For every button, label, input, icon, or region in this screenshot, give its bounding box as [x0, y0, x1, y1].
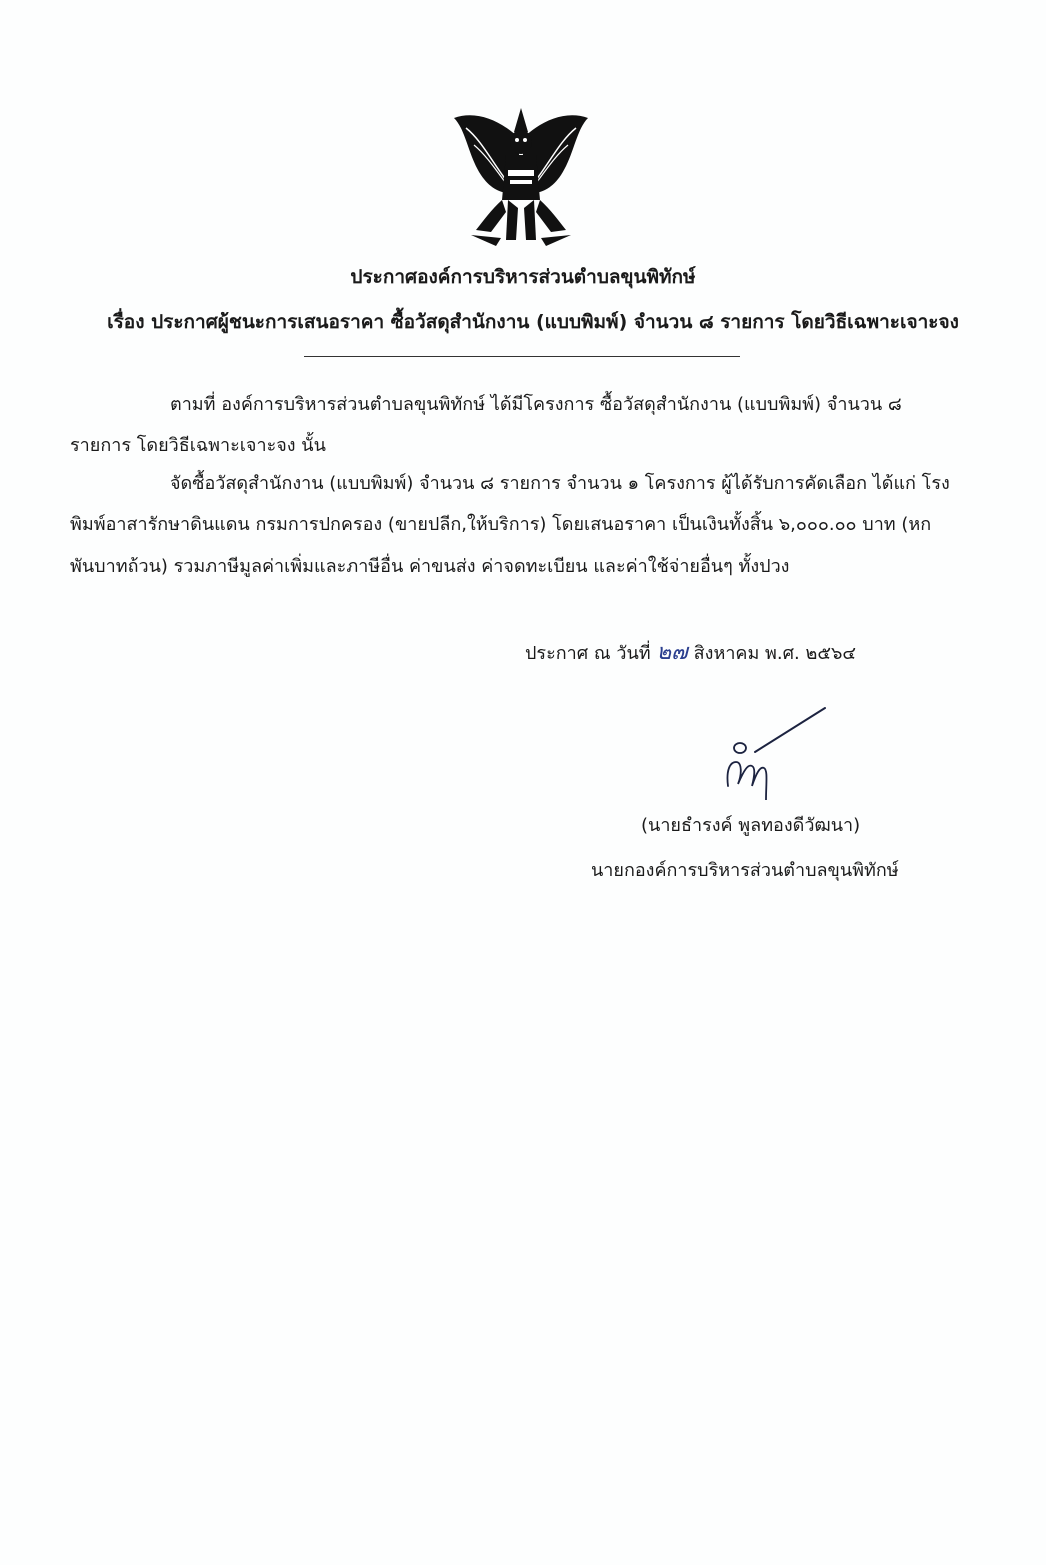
announcement-title: ประกาศองค์การบริหารส่วนตำบลขุนพิทักษ์	[350, 266, 696, 288]
date-month-year: สิงหาคม พ.ศ. ๒๕๖๔	[693, 643, 857, 664]
body-line-4: พิมพ์อาสารักษาดินแดน กรมการปกครอง (ขายปลีก,ให้บริการ) โดยเสนอราคา เป็นเงินทั้งสิ้น ๖,๐๐๐.๐๐ บาท (หก	[70, 514, 932, 535]
announcement-subject: เรื่อง ประกาศผู้ชนะการเสนอราคา ซื้อวัสดุสำนักงาน (แบบพิมพ์) จำนวน ๘ รายการ โดยวิธีเฉพาะเจาะจง	[107, 311, 959, 333]
divider-line	[304, 356, 740, 357]
date-day-handwritten: ๒๗	[656, 640, 688, 665]
announcement-date	[525, 634, 856, 669]
body-line-1: ตามที่ องค์การบริหารส่วนตำบลขุนพิทักษ์ ได้มีโครงการ ซื้อวัสดุสำนักงาน (แบบพิมพ์) จำนวน ๘	[170, 394, 902, 415]
body-line-2: รายการ โดยวิธีเฉพาะเจาะจง นั้น	[70, 435, 326, 456]
date-prefix: ประกาศ ณ วันที่	[525, 643, 651, 664]
garuda-emblem-icon	[446, 100, 596, 250]
handwritten-signature	[700, 700, 840, 800]
body-line-5: พันบาทถ้วน) รวมภาษีมูลค่าเพิ่มและภาษีอื่น ค่าขนส่ง ค่าจดทะเบียน และค่าใช้จ่ายอื่นๆ ทั้งปวง	[70, 556, 790, 577]
signer-name: (นายธำรงค์ พูลทองดีวัฒนา)	[641, 815, 861, 836]
signer-position: นายกองค์การบริหารส่วนตำบลขุนพิทักษ์	[591, 860, 899, 881]
body-line-3: จัดซื้อวัสดุสำนักงาน (แบบพิมพ์) จำนวน ๘ รายการ จำนวน ๑ โครงการ ผู้ได้รับการคัดเลือก ได้แก่ โรง	[170, 473, 950, 494]
